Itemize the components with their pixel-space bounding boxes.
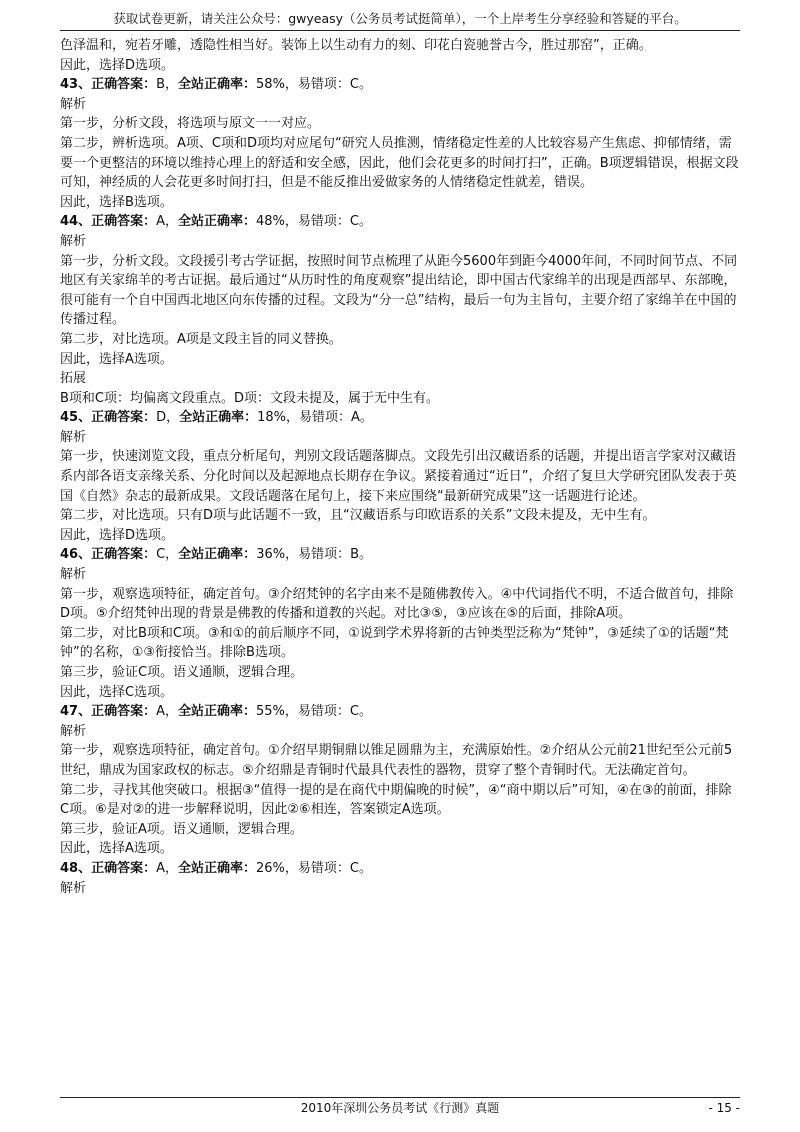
answer-line bbox=[60, 408, 740, 428]
accuracy-label: 全站正确率： bbox=[178, 547, 257, 563]
answer-line bbox=[60, 75, 740, 95]
answer-value: C， bbox=[156, 547, 179, 563]
paragraph: 拓展 bbox=[60, 371, 87, 387]
paragraph: 解析 bbox=[60, 96, 87, 112]
page-footer bbox=[60, 1097, 740, 1118]
answer-value: A， bbox=[156, 860, 178, 876]
answer-line bbox=[60, 212, 740, 232]
page-number: - 15 - bbox=[708, 1101, 740, 1115]
answer-value: B， bbox=[156, 77, 179, 93]
paragraph: 第三步，验证C项。语义通顺，逻辑合理。 bbox=[60, 665, 304, 680]
paragraph: 色泽温和，宛若牙雕，透隐性相当好。装饰上以生动有力的刻、印花白瓷驰誉古今，胜过那窑”，正确。 bbox=[60, 38, 652, 53]
paragraph: 因此，选择A选项。 bbox=[60, 351, 173, 367]
paragraph: B项和C项：均偏离文段重点。D项：文段未提及，属于无中生有。 bbox=[60, 390, 440, 406]
paragraph: 第二步，对比B项和C项。③和①的前后顺序不同，①说到学术界将新的古钟类型泛称为“梵钟”，③延续了①的话题“梵钟”的名称，①③衔接恰当。排除B选项。 bbox=[60, 625, 729, 661]
answer-line bbox=[60, 545, 740, 565]
paragraph: 解析 bbox=[60, 723, 87, 739]
paragraph: 第一步，分析文段。文段援引考古学证据，按照时间节点梳理了从距今5600年到距今4000年间，不同时间节点、不同地区有关家绵羊的考古证据。最后通过“从历时性的角度观察”提出结论，即中国古代家绵羊的出现是西部早、东部晚，很可能有一个自中国西北地区向东传播的过程。文段为“分一总”结构，最后一句为主旨句，主要介绍了家绵羊在中国的传播过程。 bbox=[60, 253, 738, 328]
paragraph: 第一步，分析文段，将选项与原文一一对应。 bbox=[60, 116, 321, 132]
accuracy-value: 48%，易错项：C。 bbox=[256, 214, 372, 230]
answer-label: 43、正确答案： bbox=[60, 77, 157, 93]
answer-label: 46、正确答案： bbox=[60, 547, 157, 563]
accuracy-label: 全站正确率： bbox=[178, 704, 257, 720]
answer-value: D， bbox=[156, 410, 180, 426]
answer-line bbox=[60, 702, 740, 722]
answer-label: 47、正确答案： bbox=[60, 704, 157, 720]
accuracy-label: 全站正确率： bbox=[178, 77, 257, 93]
answer-label: 44、正确答案： bbox=[60, 214, 157, 230]
paragraph: 第一步，观察选项特征，确定首句。③介绍梵钟的名字由来不是随佛教传入。④中代词指代不明，不适合做首句，排除D项。⑤介绍梵钟出现的背景是佛教的传播和道教的兴起。对比③⑤，③应该在⑤的后面，排除A项。 bbox=[60, 586, 734, 622]
accuracy-value: 58%，易错项：C。 bbox=[256, 77, 373, 93]
paragraph: 第三步，验证A项。语义通顺，逻辑合理。 bbox=[60, 821, 303, 837]
page-header: 获取试卷更新，请关注公众号：gwyeasy（公务员考试挺简单），一个上岸考生分享经验和答疑的平台。 bbox=[60, 8, 740, 31]
paragraph: 第二步，寻找其他突破口。根据③“值得一提的是在商代中期偏晚的时候”，④“商中期以后”可知，④在③的前面，排除C项。⑥是对②的进一步解释说明，因此②⑥相连，答案锁定A选项。 bbox=[60, 782, 732, 818]
accuracy-value: 55%，易错项：C。 bbox=[256, 704, 372, 720]
answer-value: A， bbox=[156, 704, 178, 720]
accuracy-label: 全站正确率： bbox=[178, 214, 257, 230]
paragraph: 因此，选择D选项。 bbox=[60, 57, 175, 73]
answer-line bbox=[60, 859, 740, 879]
accuracy-value: 18%，易错项：A。 bbox=[257, 410, 373, 426]
paragraph: 因此，选择C选项。 bbox=[60, 684, 174, 700]
footer-title: 2010年深圳公务员考试《行测》真题 bbox=[300, 1101, 500, 1115]
paragraph: 解析 bbox=[60, 880, 87, 896]
paragraph: 解析 bbox=[60, 567, 87, 583]
paragraph: 第二步，辨析选项。A项、C项和D项均对应尾句“研究人员推测，情绪稳定性差的人比较容易产生焦虑、抑郁情绪，需要一个更整洁的环境以维持心理上的舒适和安全感，因此，他们会花更多的时间打扫”，正确。B项逻辑错误，根据文段可知，神经质的人会花更多时间打扫，但是不能反推出爱做家务的人情绪稳定性就差，错误。 bbox=[60, 135, 739, 191]
paragraph: 解析 bbox=[60, 429, 87, 445]
accuracy-value: 26%，易错项：C。 bbox=[256, 860, 372, 876]
paragraph: 第一步，快速浏览文段，重点分析尾句，判别文段话题落脚点。文段先引出汉藏语系的话题，并提出语言学家对汉藏语系内部各语支亲缘关系、分化时间以及起源地点长期存在争议。紧接着通过“近日”，介绍了复旦大学研究团队发表于英国《自然》杂志的最新成果。文段话题落在尾句上，接下来应围绕“最新研究成果”这一话题进行论述。 bbox=[60, 449, 737, 504]
paragraph: 因此，选择D选项。 bbox=[60, 527, 175, 543]
paragraph: 解析 bbox=[60, 233, 87, 249]
accuracy-label: 全站正确率： bbox=[179, 410, 258, 426]
accuracy-value: 36%，易错项：B。 bbox=[256, 547, 373, 563]
paragraph: 第二步，对比选项。A项是文段主旨的同义替换。 bbox=[60, 331, 342, 347]
paragraph: 因此，选择B选项。 bbox=[60, 194, 173, 210]
answer-label: 48、正确答案： bbox=[60, 860, 157, 876]
paragraph: 第一步，观察选项特征，确定首句。①介绍早期铜鼎以锥足圆鼎为主，充满原始性。②介绍从公元前21世纪至公元前5世纪，鼎成为国家政权的标志。⑤介绍鼎是青铜时代最具代表性的器物，贯穿了整个青铜时代。无法确定首句。 bbox=[60, 743, 733, 778]
answer-label: 45、正确答案： bbox=[60, 410, 157, 426]
answer-value: A， bbox=[156, 214, 178, 230]
paragraph: 因此，选择A选项。 bbox=[60, 841, 173, 857]
paragraph: 第二步，对比选项。只有D项与此话题不一致，且“汉藏语系与印欧语系的关系”文段未提及，无中生有。 bbox=[60, 508, 656, 524]
document-body bbox=[60, 36, 740, 898]
accuracy-label: 全站正确率： bbox=[178, 860, 257, 876]
